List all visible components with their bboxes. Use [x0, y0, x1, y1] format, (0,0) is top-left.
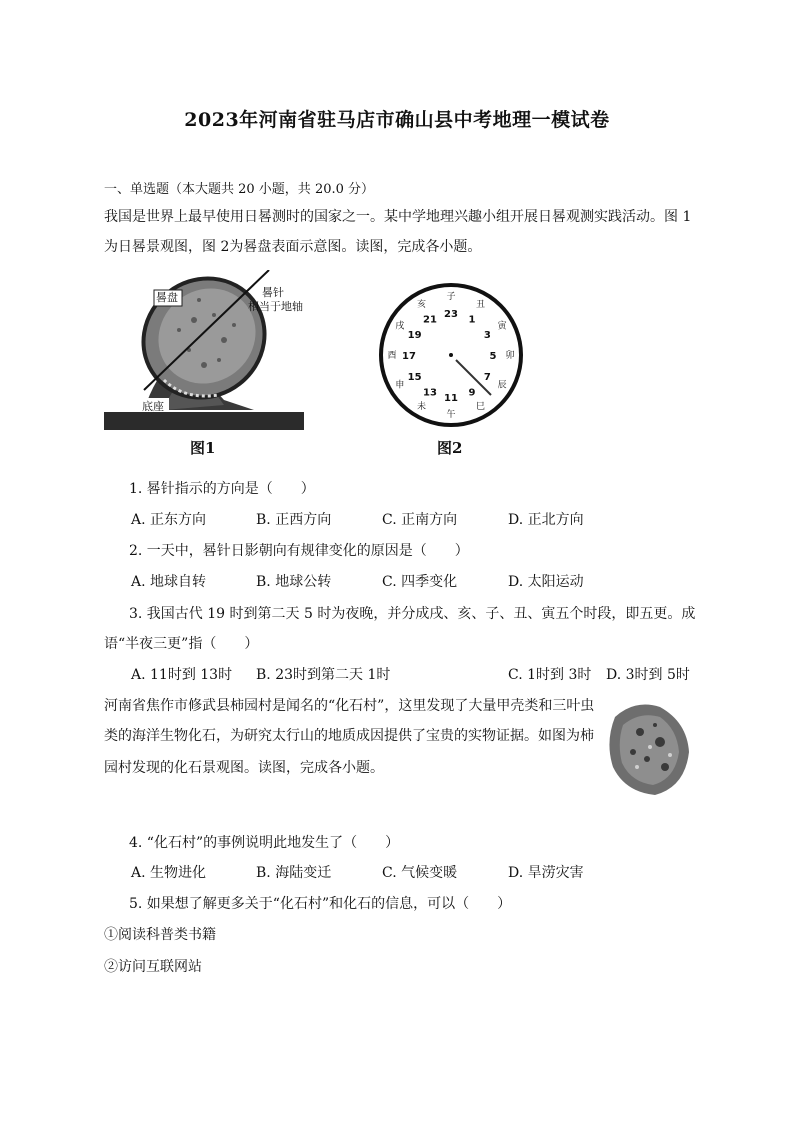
section-heading: 一、单选题（本大题共 20 小题，共 20.0 分） — [104, 182, 375, 197]
dial-hour-number: 7 — [483, 372, 491, 383]
dial-hour-number: 23 — [444, 309, 458, 320]
q1-option-b[interactable]: B. 正西方向 — [256, 512, 332, 528]
q3-option-c[interactable]: C. 1时到 3时 — [508, 667, 592, 683]
dial-hour-number: 13 — [423, 387, 437, 399]
dial-hour-number: 3 — [483, 330, 491, 341]
q1-option-d[interactable]: D. 正北方向 — [508, 512, 584, 528]
dial-branch-character: 戌 — [395, 321, 405, 332]
question-1-stem: 1. 晷针指示的方向是（ ） — [129, 481, 315, 497]
dial-hour-number: 5 — [489, 351, 497, 362]
dial-hour-number: 9 — [468, 387, 476, 399]
dial-branch-character: 卯 — [505, 351, 515, 361]
dial-face-diagram — [376, 280, 526, 430]
q5-statement-2: ②访问互联网站 — [104, 959, 202, 975]
page-title: 2023年河南省驻马店市确山县中考地理一模试卷 — [184, 109, 610, 131]
dial-branch-character: 寅 — [497, 321, 507, 332]
q3-option-b[interactable]: B. 23时到第二天 1时 — [256, 667, 391, 683]
dial-branch-character: 子 — [446, 292, 456, 302]
q4-option-b[interactable]: B. 海陆变迁 — [256, 865, 332, 881]
fossil-photo — [605, 697, 691, 797]
passage2-line1: 河南省焦作市修武县柿园村是闻名的“化石村”，这里发现了大量甲壳类和三叶虫 — [104, 698, 595, 714]
q4-option-c[interactable]: C. 气候变暖 — [382, 865, 458, 881]
dial-hour-number: 1 — [468, 314, 476, 326]
question-2-stem: 2. 一天中，晷针日影朝向有规律变化的原因是（ ） — [129, 543, 469, 559]
q2-option-b[interactable]: B. 地球公转 — [256, 574, 332, 590]
q1-option-a[interactable]: A. 正东方向 — [131, 512, 207, 528]
q3-option-d[interactable]: D. 3时到 5时 — [606, 667, 690, 683]
question-3-stem-line2: 语“半夜三更”指（ ） — [104, 636, 259, 652]
dial-branch-character: 巳 — [475, 402, 486, 413]
figure1-caption: 图1 — [190, 439, 216, 457]
dial-branch-character: 亥 — [416, 299, 427, 310]
dial-branch-character: 申 — [395, 380, 405, 391]
q2-option-a[interactable]: A. 地球自转 — [131, 574, 207, 590]
passage1-line2: 为日晷景观图，图 2为晷盘表面示意图。读图，完成各小题。 — [104, 239, 482, 255]
dial-hour-number: 15 — [407, 372, 422, 383]
dial-branch-character: 未 — [416, 402, 427, 413]
dial-branch-character: 丑 — [475, 299, 486, 310]
q2-option-c[interactable]: C. 四季变化 — [382, 574, 458, 590]
label-gnomon: 晷针 — [262, 286, 284, 299]
q3-option-a[interactable]: A. 11时到 13时 — [131, 667, 233, 683]
label-gnomon-axis: 相当于地轴 — [248, 300, 303, 313]
q2-option-d[interactable]: D. 太阳运动 — [508, 574, 584, 590]
question-5-stem: 5. 如果想了解更多关于“化石村”和化石的信息，可以（ ） — [129, 896, 512, 912]
dial-hour-number: 21 — [423, 314, 437, 326]
dial-hour-number: 17 — [402, 351, 416, 362]
passage2-line3: 园村发现的化石景观图。读图，完成各小题。 — [104, 760, 384, 776]
label-base: 底座 — [142, 400, 164, 413]
q1-option-c[interactable]: C. 正南方向 — [382, 512, 458, 528]
dial-branch-character: 辰 — [497, 380, 507, 391]
dial-hour-number: 11 — [444, 393, 458, 404]
question-3-stem-line1: 3. 我国古代 19 时到第二天 5 时为夜晚，并分成戌、亥、子、丑、寅五个时段，即五更。成 — [129, 606, 696, 622]
figure2-caption: 图2 — [437, 439, 463, 457]
question-4-stem: 4. “化石村”的事例说明此地发生了（ ） — [129, 835, 400, 851]
q4-option-a[interactable]: A. 生物进化 — [131, 865, 207, 881]
q5-statement-1: ①阅读科普类书籍 — [104, 927, 216, 943]
q4-option-d[interactable]: D. 旱涝灾害 — [508, 865, 584, 881]
passage2-line2: 类的海洋生物化石，为研究太行山的地质成因提供了宝贵的实物证据。如图为柿 — [104, 728, 594, 744]
dial-branch-character: 酉 — [387, 351, 397, 361]
label-dial-pan: 晷盘 — [156, 291, 178, 304]
dial-branch-character: 午 — [446, 410, 456, 420]
dial-hour-number: 19 — [407, 330, 422, 341]
passage1-line1: 我国是世界上最早使用日晷测时的国家之一。某中学地理兴趣小组开展日晷观测实践活动。图 1 — [104, 209, 692, 225]
